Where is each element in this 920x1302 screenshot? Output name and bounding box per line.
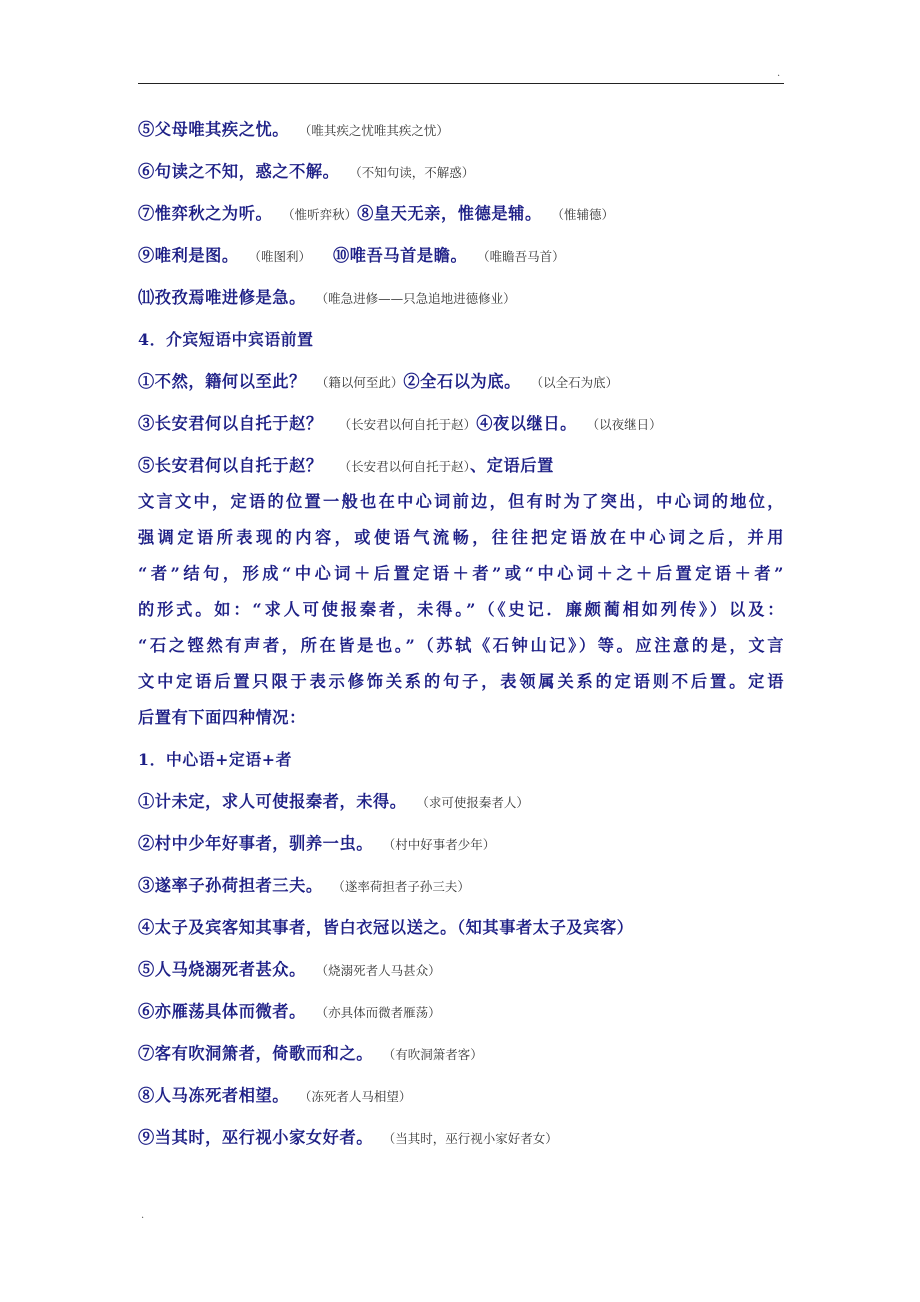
example-text: ⑧皇天无亲，惟德是辅。	[357, 204, 542, 223]
example-note: （当其时，巫行视小家好者女）	[389, 1131, 558, 1146]
example-note: （烧溺死者人马甚众）	[321, 963, 441, 978]
paragraph-line: “者”结句，形成“中心词＋后置定语＋者”或“中心词＋之＋后置定语＋者”	[138, 564, 784, 583]
example-note: （唯瞻吾马首）	[483, 249, 565, 264]
example-text: ⑦惟弈秋之为听。	[138, 204, 273, 223]
paragraph-line: 后置有下面四种情况：	[138, 708, 306, 727]
example-text: ⑥句读之不知，惑之不解。	[138, 162, 340, 181]
example-line-s4-5	[138, 448, 784, 484]
example-text: ①计未定，求人可使报秦者，未得。	[138, 792, 407, 811]
example-text: ⑤长安君何以自托于赵？	[138, 456, 323, 475]
example-text: ④太子及宾客知其事者，皆白衣冠以送之。（知其事者太子及宾客）	[138, 918, 634, 937]
section-heading-inline: 、定语后置	[469, 456, 554, 475]
subsection-heading: 1．中心语+定语+者	[138, 750, 293, 769]
example-text: ⑤人马烧溺死者甚众。	[138, 960, 306, 979]
example-text: ①不然，籍何以至此？	[138, 372, 306, 391]
example-text: ⑨唯利是图。	[138, 246, 239, 265]
example-line-5	[138, 112, 784, 154]
paragraph-line: 的形式。如：“求人可使报秦者，未得。”（《史记．廉颇蔺相如列传》）以及：	[138, 600, 784, 619]
header-dot: .	[777, 68, 781, 79]
example-text: ②全石以为底。	[403, 372, 521, 391]
paragraph-line: 文中定语后置只限于表示修饰关系的句子，表领属关系的定语则不后置。定语	[138, 672, 784, 691]
example-text: ⑥亦雁荡具体而微者。	[138, 1002, 306, 1021]
example-line-7-8	[138, 196, 784, 238]
paragraph-line: 文言文中，定语的位置一般也在中心词前边，但有时为了突出，中心词的地位，	[138, 492, 784, 511]
example-text: ④夜以继日。	[476, 414, 577, 433]
example-note: （冻死者人马相望）	[305, 1089, 412, 1104]
example-note: （不知句读，不解惑）	[355, 165, 475, 180]
example-note: （籍以何至此）	[315, 375, 404, 390]
example-note: （惟辅德）	[557, 207, 615, 222]
example-note: （惟听弈秋）	[288, 207, 358, 222]
example-note: （求可使报秦者人）	[422, 795, 529, 810]
example-line-11	[138, 280, 784, 322]
section-heading: 4．介宾短语中宾语前置	[138, 330, 314, 349]
example-note: （亦具体而微者雁荡）	[321, 1005, 441, 1020]
example-note: （有吹洞箫者客）	[389, 1047, 483, 1062]
list-item	[138, 1036, 784, 1078]
example-note: （以夜继日）	[592, 417, 662, 432]
page-content	[138, 112, 784, 1162]
example-text: ③长安君何以自托于赵？	[138, 414, 323, 433]
example-text: ③遂率子孙荷担者三夫。	[138, 876, 323, 895]
example-note: （长安君以何自托于赵）	[338, 417, 477, 432]
example-note: （长安君以何自托于赵）	[338, 459, 470, 474]
example-text: ⑤父母唯其疾之忧。	[138, 120, 290, 139]
example-line-9-10	[138, 238, 784, 280]
example-line-6	[138, 154, 784, 196]
example-note: （村中好事者少年）	[389, 837, 496, 852]
example-note: （遂率荷担者子孙三夫）	[338, 879, 470, 894]
paragraph-line: “石之铿然有声者，所在皆是也。”（苏轼《石钟山记》）等。应注意的是，文言	[138, 636, 784, 655]
example-text: ⑩唯吾马首是瞻。	[333, 246, 468, 265]
header-rule	[138, 83, 784, 84]
explanation-paragraph	[138, 484, 784, 742]
example-text: ②村中少年好事者，驯养一虫。	[138, 834, 374, 853]
example-text: ⑾孜孜焉唯进修是急。	[138, 288, 306, 307]
example-note: （唯急进修——只急追地进德修业）	[321, 291, 516, 306]
example-note: （以全石为底）	[536, 375, 619, 390]
example-note: （唯其疾之忧唯其疾之忧）	[305, 123, 449, 138]
example-line-s4-1	[138, 364, 784, 406]
list-item	[138, 952, 784, 994]
example-text: ⑦客有吹洞箫者，倚歌而和之。	[138, 1044, 374, 1063]
list-item	[138, 1120, 784, 1162]
list-item	[138, 826, 784, 868]
footer-dot: .	[141, 1210, 145, 1221]
example-text: ⑧人马冻死者相望。	[138, 1086, 290, 1105]
list-item	[138, 784, 784, 826]
example-note: （唯图利）	[254, 249, 311, 264]
list-item	[138, 1078, 784, 1120]
example-line-s4-3	[138, 406, 784, 448]
example-text: ⑨当其时，巫行视小家女好者。	[138, 1128, 374, 1147]
list-item	[138, 868, 784, 910]
list-item	[138, 910, 784, 952]
list-item	[138, 994, 784, 1036]
paragraph-line: 强调定语所表现的内容，或使语气流畅，往往把定语放在中心词之后，并用	[138, 528, 784, 547]
